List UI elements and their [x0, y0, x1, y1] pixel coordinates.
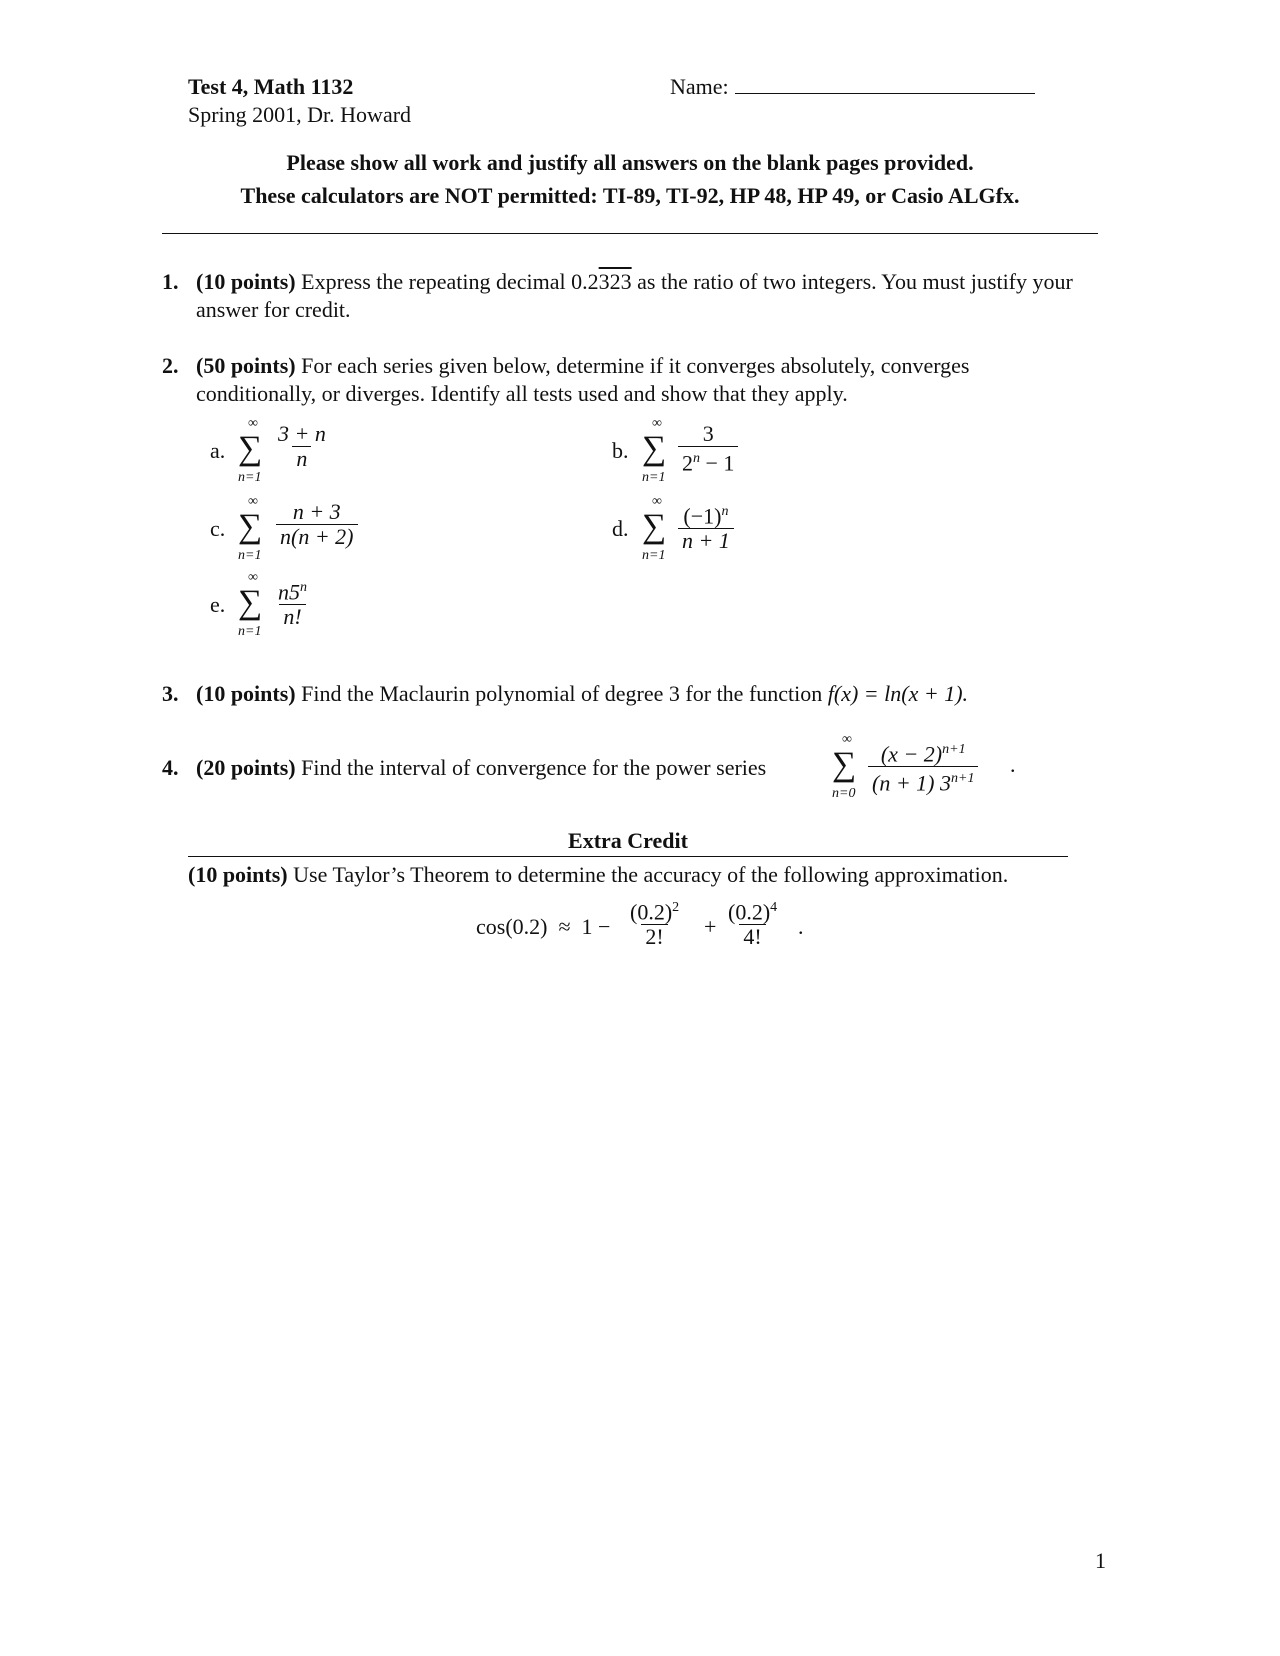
period: . [798, 914, 804, 939]
sigma-icon: ∑ [238, 430, 263, 467]
problem-4-text: Find the interval of convergence for the power series [301, 755, 767, 780]
numerator-exponent: n [300, 580, 307, 595]
term-numerator: n + 3 [292, 499, 341, 524]
problem-1 [162, 268, 1122, 324]
numerator-exponent: 4 [770, 900, 778, 915]
power-series [832, 734, 1032, 806]
sum-lower-limit: n=1 [238, 624, 262, 639]
series-label: c. [210, 516, 226, 541]
extra-credit-points: (10 points) [188, 862, 288, 887]
sigma-icon: ∑ [642, 508, 667, 545]
sum-upper-limit: ∞ [652, 416, 662, 431]
sum-lower-limit: n=1 [238, 470, 262, 485]
numerator-base: (0.2) [630, 899, 673, 925]
term-numerator [626, 896, 683, 924]
series-label: a. [210, 438, 226, 463]
term-denominator: 4! [739, 924, 765, 949]
term-numerator: 3 + n [278, 421, 326, 446]
power-series-term [868, 738, 978, 796]
formula-lhs: cos(0.2) ≈ 1 − [476, 914, 611, 939]
period: . [1010, 752, 1016, 777]
numerator-base: (0.2) [728, 899, 771, 925]
series-term [678, 422, 738, 475]
series-c [210, 496, 430, 568]
sigma-icon: ∑ [832, 746, 857, 783]
extra-credit-text [188, 862, 1008, 888]
page-number: 1 [1095, 1548, 1106, 1573]
series-b [612, 418, 812, 490]
series-label: d. [612, 516, 629, 541]
extra-credit-instruction: Use Taylor’s Theorem to determine the accuracy of the following approximation. [293, 862, 1009, 887]
instruction-line-2: These calculators are NOT permitted: TI-89, TI-92, HP 48, HP 49, or Casio ALGfx. [240, 183, 1020, 208]
term-numerator [724, 896, 781, 924]
name-field [670, 74, 1035, 100]
term-numerator [877, 738, 970, 766]
denominator-base: 2 [682, 450, 693, 476]
sum-upper-limit: ∞ [248, 416, 258, 431]
numerator-base: n5 [278, 579, 300, 605]
problem-2 [162, 352, 1062, 408]
series-e [210, 572, 410, 644]
sum-upper-limit: ∞ [248, 570, 258, 585]
series-a [210, 418, 410, 490]
name-blank-line [735, 75, 1035, 94]
numerator-exponent: n [721, 504, 729, 519]
header-divider [162, 233, 1098, 234]
sigma-icon: ∑ [642, 430, 667, 467]
plus-sign: + [704, 914, 717, 939]
term-numerator [274, 576, 311, 604]
denominator-exponent: n+1 [951, 771, 975, 787]
denominator-base: (n + 1) 3 [872, 770, 951, 796]
term-numerator [679, 500, 732, 528]
sigma-icon: ∑ [238, 584, 263, 621]
term-numerator: 3 [702, 421, 714, 446]
term-denominator: n! [279, 604, 305, 629]
approximation-formula [476, 896, 816, 956]
denominator-exponent: n [693, 451, 700, 466]
series-term [678, 500, 734, 553]
problem-3-number: 3. [162, 681, 179, 706]
problem-3-points: (10 points) [196, 681, 296, 706]
name-label: Name: [670, 74, 729, 99]
term-denominator: 2! [641, 924, 667, 949]
term-denominator: n + 1 [678, 528, 734, 553]
numerator-exponent: n+1 [942, 742, 966, 757]
term-denominator: n [292, 446, 311, 471]
series-label: b. [612, 438, 629, 463]
problem-2-text: For each series given below, determine if it converges absolutely, converges conditionally, or diverges. Identify all tests used and show that they apply. [196, 353, 970, 406]
formula-term-2 [724, 896, 781, 949]
problem-3 [162, 680, 1122, 708]
test-title: Test 4, Math 1132 [188, 74, 354, 99]
sum-lower-limit: n=1 [238, 548, 262, 563]
series-d [612, 496, 812, 568]
problem-4-points: (20 points) [196, 755, 296, 780]
sum-lower-limit: n=1 [642, 548, 666, 563]
term-denominator [678, 446, 738, 475]
problem-1-repeating-digits: 323 [598, 269, 632, 294]
problem-3-formula: f(x) = ln(x + 1). [827, 681, 969, 706]
numerator-base: (−1) [683, 503, 722, 529]
denominator-rest: − 1 [700, 450, 735, 476]
sigma-icon: ∑ [238, 508, 263, 545]
series-term [276, 500, 358, 549]
numerator-exponent: 2 [672, 900, 680, 915]
series-label: e. [210, 592, 226, 617]
problem-1-points: (10 points) [196, 269, 296, 294]
problem-1-text-after: as the ratio of two integers. You must justify your answer for credit. [196, 269, 1073, 322]
problem-3-text: Find the Maclaurin polynomial of degree 3 for the function [301, 681, 823, 706]
problem-2-points: (50 points) [196, 353, 296, 378]
series-term [274, 422, 330, 471]
sum-upper-limit: ∞ [842, 732, 852, 747]
test-subtitle: Spring 2001, Dr. Howard [188, 102, 412, 127]
problem-1-text-before: Express the repeating decimal 0.2 [301, 269, 599, 294]
term-denominator [868, 766, 978, 795]
problem-1-number: 1. [162, 269, 179, 294]
sum-upper-limit: ∞ [652, 494, 662, 509]
sum-upper-limit: ∞ [248, 494, 258, 509]
numerator-base: (x − 2) [880, 741, 943, 767]
instruction-line-1: Please show all work and justify all answers on the blank pages provided. [286, 150, 974, 175]
sum-lower-limit: n=1 [642, 470, 666, 485]
formula-term-1 [626, 896, 683, 949]
extra-credit-title: Extra Credit [188, 828, 1068, 857]
problem-2-number: 2. [162, 353, 179, 378]
series-term [274, 576, 311, 629]
term-denominator: n(n + 2) [276, 524, 358, 549]
sum-lower-limit: n=0 [832, 786, 856, 801]
problem-4-number: 4. [162, 755, 179, 780]
